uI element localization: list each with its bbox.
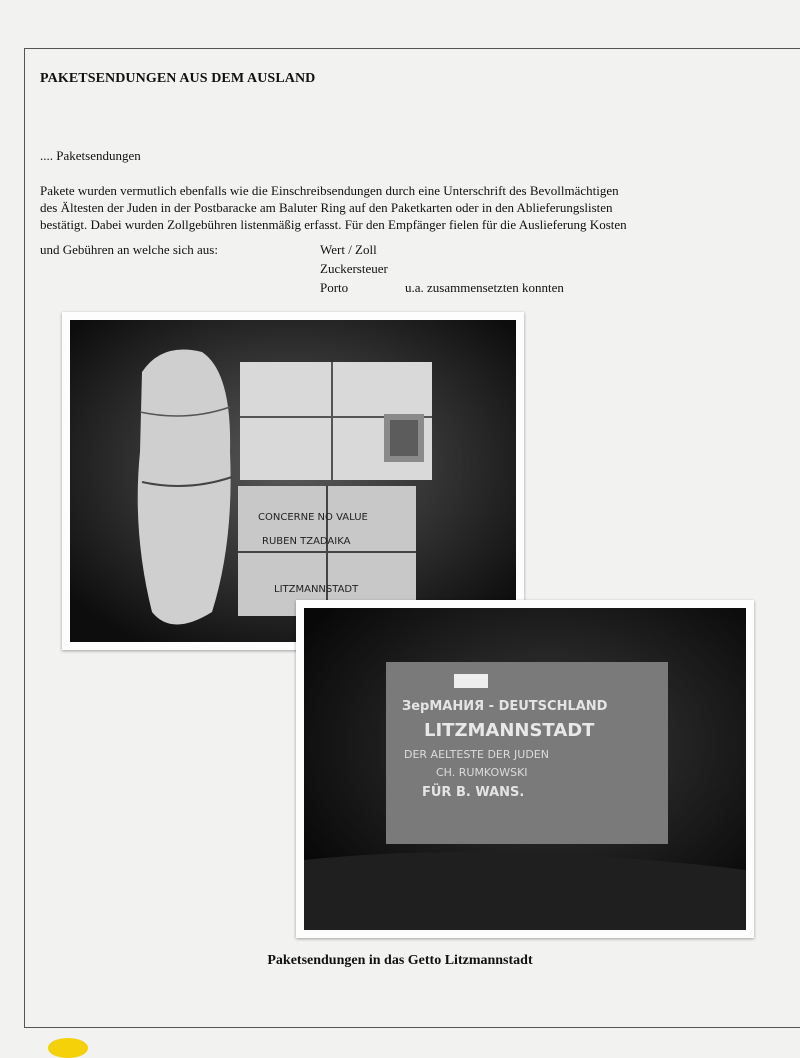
parcel-inscription: LITZMANNSTADT xyxy=(274,584,359,595)
costs-note: u.a. zusammensetzten konnten xyxy=(405,280,564,295)
box-inscription: FÜR B. WANS. xyxy=(422,785,525,800)
paragraph-line: des Ältesten der Juden in der Postbaracke am Baluter Ring auf den Paketkarten oder in den Ablieferungslisten xyxy=(40,200,613,215)
litzmannstadt-box-photo xyxy=(296,600,754,938)
box-inscription: CH. RUMKOWSKI xyxy=(436,766,528,779)
paragraph-line: Pakete wurden vermutlich ebenfalls wie die Einschreibsendungen durch eine Unterschrift des Bevollmächtigen xyxy=(40,183,619,198)
page-title: PAKETSENDUNGEN AUS DEM AUSLAND xyxy=(40,71,316,86)
parcel-shape xyxy=(138,350,231,625)
paragraph-line: bestätigt. Dabei wurden Zollgebühren listenmäßig erfasst. Für den Empfänger fielen für die Auslieferung Kosten xyxy=(40,217,627,232)
costs-intro: und Gebühren an welche sich aus: xyxy=(40,242,218,257)
box-inscription: LITZMANNSTADT xyxy=(424,720,595,741)
parcel-inscription: RUBEN TZADAIKA xyxy=(262,536,351,547)
label-patch xyxy=(454,674,488,688)
photo-caption: Paketsendungen in das Getto Litzmannstadt xyxy=(267,953,533,968)
cost-item-value-customs: Wert / Zoll xyxy=(320,242,377,257)
section-subheading: .... Paketsendungen xyxy=(40,148,141,163)
yellow-corner-mark xyxy=(48,1038,88,1058)
box-inscription: ЗерМАНИЯ - DEUTSCHLAND xyxy=(402,699,608,714)
cost-item-sugar-tax: Zuckersteuer xyxy=(320,261,388,276)
box-inscription: DER AELTESTE DER JUDEN xyxy=(404,748,549,761)
box-photo-image xyxy=(296,600,754,938)
parcel-inscription: CONCERNE NO VALUE xyxy=(258,512,368,523)
cost-item-postage: Porto xyxy=(320,280,349,295)
body-paragraph xyxy=(40,182,782,233)
